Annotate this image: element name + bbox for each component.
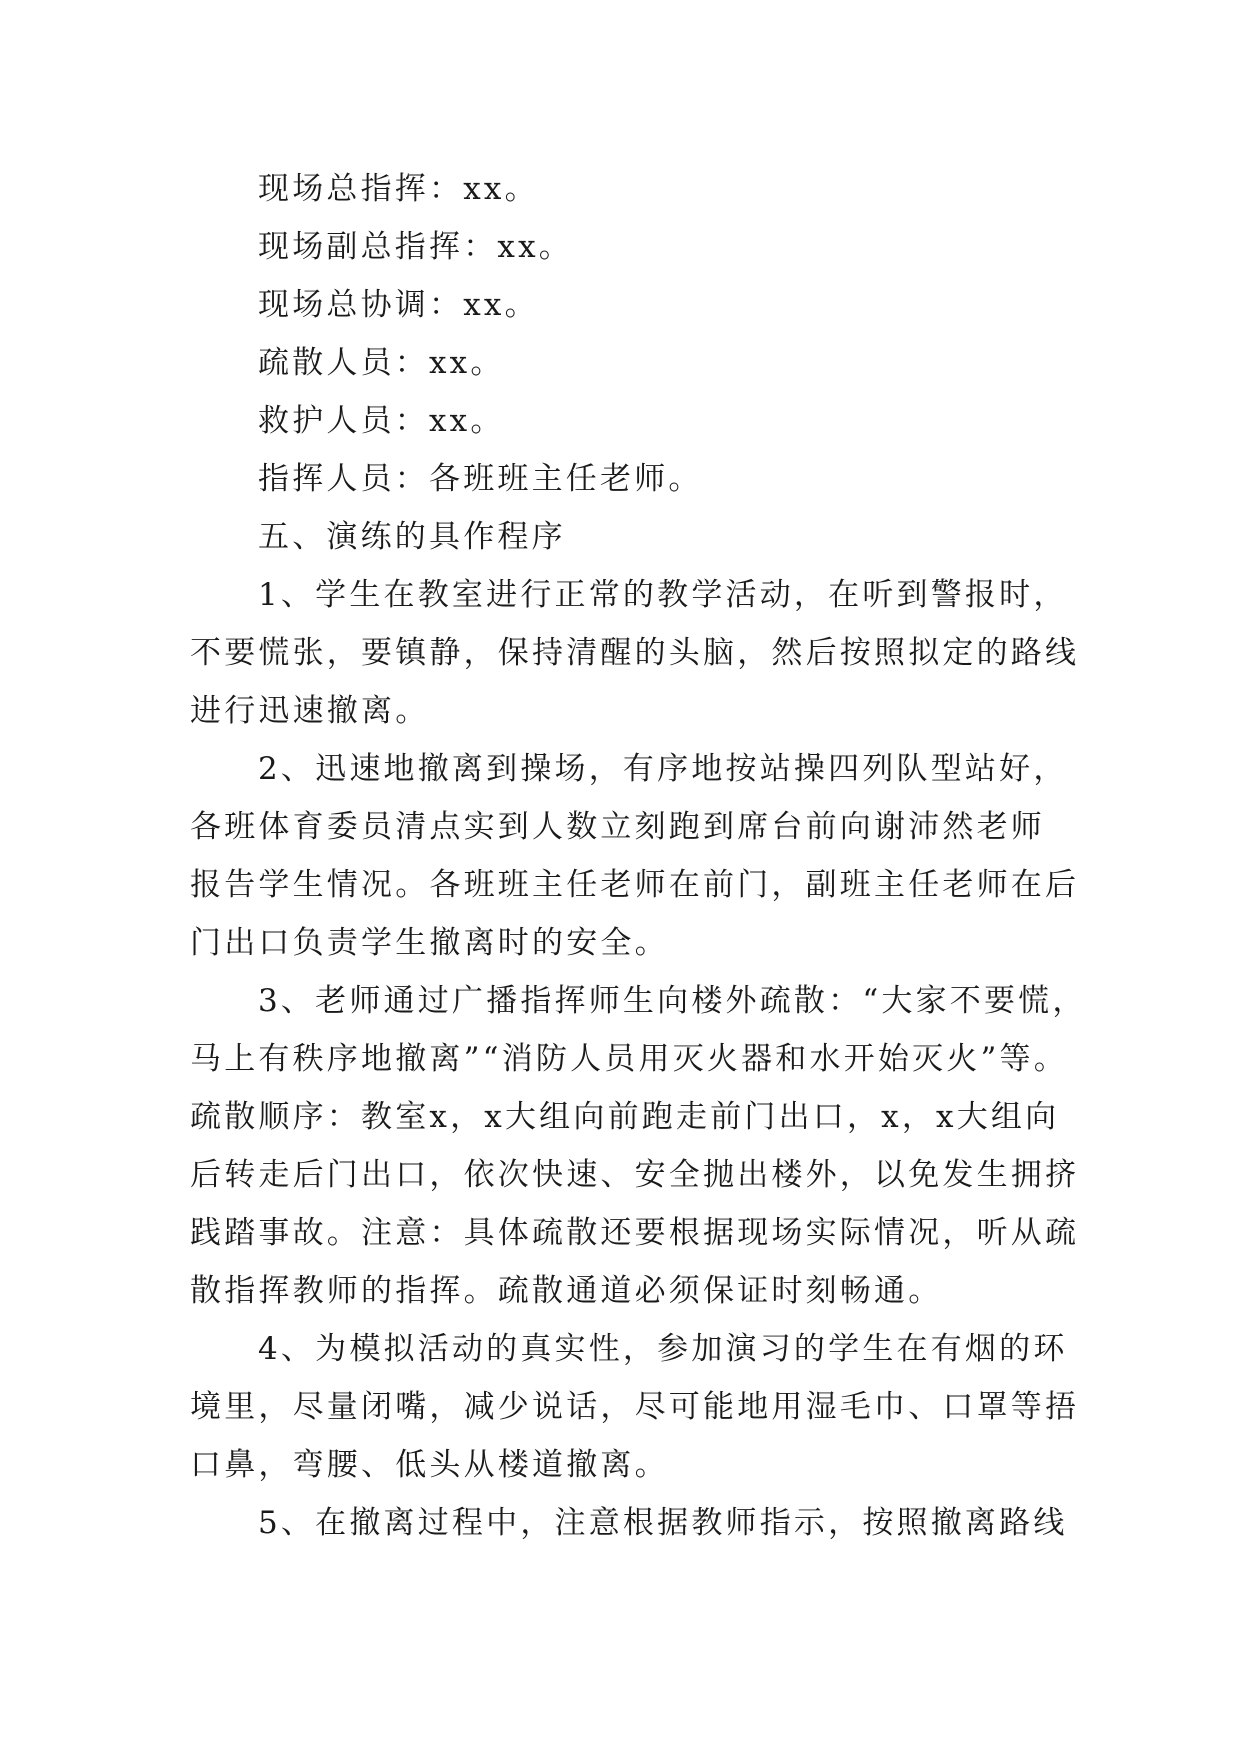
role-line-rescue-staff: 救护人员：xx。	[258, 403, 505, 439]
role-line-coordinator: 现场总协调：xx。	[258, 287, 539, 323]
role-line-directing-staff: 指挥人员：各班班主任老师。	[258, 461, 703, 497]
step-3-line: 后转走后门出口，依次快速、安全抛出楼外，以免发生拥挤	[190, 1157, 1080, 1193]
step-4-line: 口鼻，弯腰、低头从楼道撤离。	[190, 1447, 669, 1483]
step-1-line: 1、学生在教室进行正常的教学活动，在听到警报时，	[258, 577, 1068, 613]
role-line-commander: 现场总指挥：xx。	[258, 171, 539, 207]
step-3-line: 马上有秩序地撤离”“消防人员用灭火器和水开始灭火”等。	[190, 1041, 1068, 1077]
step-2-paragraph	[190, 740, 1080, 972]
role-line-deputy-commander: 现场副总指挥：xx。	[258, 229, 573, 265]
role-line-evacuation-staff: 疏散人员：xx。	[258, 345, 505, 381]
step-2-line: 2、迅速地撤离到操场，有序地按站操四列队型站好，	[258, 751, 1068, 787]
step-3-line: 践踏事故。注意：具体疏散还要根据现场实际情况，听从疏	[190, 1215, 1080, 1251]
step-2-line: 门出口负责学生撤离时的安全。	[190, 925, 669, 961]
step-2-line: 报告学生情况。各班班主任老师在前门，副班主任老师在后	[190, 867, 1080, 903]
step-5-paragraph	[190, 1494, 1068, 1552]
step-2-line: 各班体育委员清点实到人数立刻跑到席台前向谢沛然老师	[190, 809, 1045, 845]
step-1-line: 不要慌张，要镇静，保持清醒的头脑，然后按照拟定的路线	[190, 635, 1080, 671]
step-3-line: 散指挥教师的指挥。疏散通道必须保证时刻畅通。	[190, 1273, 943, 1309]
step-5-line: 5、在撤离过程中，注意根据教师指示，按照撤离路线	[258, 1505, 1068, 1541]
step-4-paragraph	[190, 1320, 1080, 1494]
step-3-paragraph	[190, 972, 1087, 1320]
step-1-line: 进行迅速撤离。	[190, 693, 430, 729]
section-heading: 五、演练的具作程序	[258, 519, 566, 555]
step-3-line: 3、老师通过广播指挥师生向楼外疏散：“大家不要慌，	[258, 983, 1087, 1019]
step-1-paragraph	[190, 566, 1080, 740]
step-4-line: 境里，尽量闭嘴，减少说话，尽可能地用湿毛巾、口罩等捂	[190, 1389, 1080, 1425]
step-3-line: 疏散顺序：教室x，x大组向前跑走前门出口，x，x大组向	[190, 1099, 1060, 1135]
document-body	[190, 160, 1087, 1552]
step-4-line: 4、为模拟活动的真实性，参加演习的学生在有烟的环	[258, 1331, 1068, 1367]
